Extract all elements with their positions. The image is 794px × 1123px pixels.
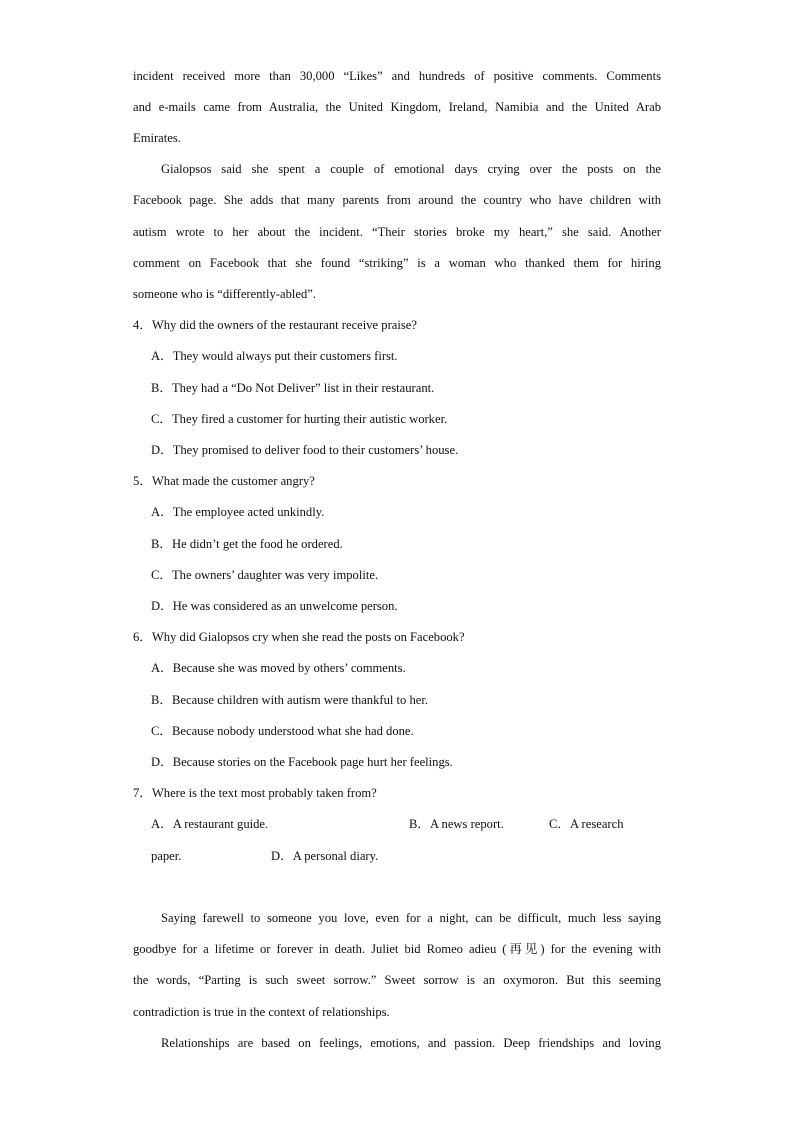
passage1-paragraph2-line2: Facebook page. She adds that many parents from around the country who have children with xyxy=(133,193,661,207)
question-7-option-c: C．A research xyxy=(549,817,624,831)
question-5-stem: 5．What made the customer angry? xyxy=(133,474,315,488)
passage2-paragraph1-line4: contradiction is true in the context of relationships. xyxy=(133,1005,390,1019)
question-5-option-a: A．The employee acted unkindly. xyxy=(151,505,325,519)
question-7-stem: 7．Where is the text most probably taken from? xyxy=(133,786,377,800)
passage1-paragraph2-line4: comment on Facebook that she found “striking” is a woman who thanked them for hiring xyxy=(133,256,661,270)
passage2-paragraph1-line3: the words, “Parting is such sweet sorrow.” Sweet sorrow is an oxymoron. But this seeming xyxy=(133,973,661,987)
question-4-option-c: C．They fired a customer for hurting their autistic worker. xyxy=(151,412,448,426)
question-4-option-b: B．They had a “Do Not Deliver” list in their restaurant. xyxy=(151,381,435,395)
question-7-option-a: A．A restaurant guide. xyxy=(151,817,269,831)
passage1-paragraph2-line3: autism wrote to her about the incident. “Their stories broke my heart,” she said. Another xyxy=(133,225,661,239)
passage1-paragraph1-line3: Emirates. xyxy=(133,131,181,145)
passage2-paragraph1-line1: Saying farewell to someone you love, even for a night, can be difficult, much less saying xyxy=(161,911,661,925)
question-6-option-a: A．Because she was moved by others’ comments. xyxy=(151,661,406,675)
question-5-option-c: C．The owners’ daughter was very impolite. xyxy=(151,568,379,582)
question-4-option-d: D．They promised to deliver food to their customers’ house. xyxy=(151,443,459,457)
passage1-paragraph2-line1: Gialopsos said she spent a couple of emotional days crying over the posts on the xyxy=(161,162,661,176)
passage2-paragraph2-line1: Relationships are based on feelings, emotions, and passion. Deep friendships and loving xyxy=(161,1036,661,1050)
passage1-paragraph1-line1: incident received more than 30,000 “Likes” and hundreds of positive comments. Comments xyxy=(133,69,661,83)
passage1-paragraph1-line2: and e-mails came from Australia, the United Kingdom, Ireland, Namibia and the United Arab xyxy=(133,100,661,114)
question-4-stem: 4．Why did the owners of the restaurant receive praise? xyxy=(133,318,417,332)
passage2-paragraph1-line2: goodbye for a lifetime or forever in death. Juliet bid Romeo adieu (再见) for the evening with xyxy=(133,942,661,956)
question-5-option-b: B．He didn’t get the food he ordered. xyxy=(151,537,343,551)
question-7-option-d: D．A personal diary. xyxy=(271,849,379,863)
question-7-option-b: B．A news report. xyxy=(409,817,504,831)
question-6-option-d: D．Because stories on the Facebook page hurt her feelings. xyxy=(151,755,453,769)
question-5-option-d: D．He was considered as an unwelcome person. xyxy=(151,599,398,613)
passage1-paragraph2-line5: someone who is “differently-abled”. xyxy=(133,287,317,301)
question-6-option-b: B．Because children with autism were thankful to her. xyxy=(151,693,428,707)
question-7-option-c-continued: paper. xyxy=(151,849,182,863)
question-4-option-a: A．They would always put their customers first. xyxy=(151,349,398,363)
question-6-option-c: C．Because nobody understood what she had done. xyxy=(151,724,414,738)
question-6-stem: 6．Why did Gialopsos cry when she read the posts on Facebook? xyxy=(133,630,465,644)
